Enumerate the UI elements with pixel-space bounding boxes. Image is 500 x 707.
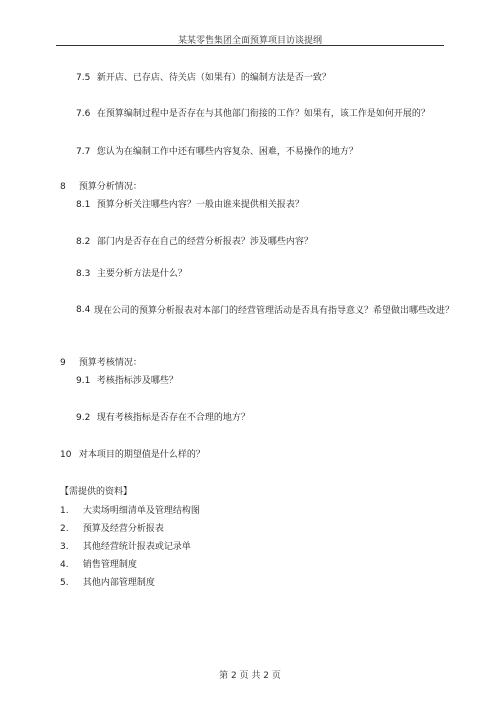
item-number: 4. bbox=[60, 560, 69, 570]
material-item bbox=[60, 575, 155, 591]
section-text: 预算考核情况： bbox=[78, 358, 142, 368]
item-text: 主要分析方法是什么？ bbox=[96, 269, 187, 279]
question-8-2 bbox=[76, 234, 313, 250]
section-number: 8 bbox=[60, 182, 66, 192]
section-text: 预算分析情况： bbox=[78, 182, 142, 192]
question-9-1 bbox=[76, 373, 178, 389]
item-text: 新开店、已存店、待关店（如果有）的编制方法是否一致？ bbox=[96, 73, 331, 83]
item-text: 销售管理制度 bbox=[82, 560, 137, 570]
item-text: 考核指标涉及哪些？ bbox=[96, 376, 178, 386]
item-text: 预算及经营分析报表 bbox=[82, 524, 164, 534]
section-number: 10 bbox=[60, 450, 72, 460]
material-item bbox=[60, 503, 200, 519]
material-item bbox=[60, 539, 191, 555]
item-number: 7.7 bbox=[76, 147, 91, 157]
section-number: 9 bbox=[60, 358, 66, 368]
item-text: 在预算编制过程中是否存在与其他部门衔接的工作？如果有，该工作是如何开展的？ bbox=[96, 109, 430, 119]
material-item bbox=[60, 557, 137, 573]
question-9-2 bbox=[76, 410, 250, 426]
question-8-4 bbox=[76, 302, 456, 320]
item-text: 现有考核指标是否存在不合理的地方？ bbox=[96, 413, 250, 423]
item-text: 其他经营统计报表或记录单 bbox=[82, 542, 191, 552]
question-8-1 bbox=[76, 197, 304, 213]
item-number: 8.2 bbox=[76, 237, 91, 247]
question-7-7 bbox=[76, 144, 358, 160]
item-number: 7.6 bbox=[76, 109, 91, 119]
item-number: 7.5 bbox=[76, 73, 91, 83]
item-text: 预算分析关注哪些内容？一般由谁来提供相关报表？ bbox=[96, 200, 304, 210]
item-text: 其他内部管理制度 bbox=[82, 578, 155, 588]
page-footer: 第 2 页 共 2 页 bbox=[219, 671, 281, 681]
page-header: 某某零售集团全面预算项目访谈提纲 bbox=[177, 36, 322, 46]
item-number: 8.4 bbox=[76, 305, 91, 315]
item-text: 大卖场明细清单及管理结构图 bbox=[82, 506, 200, 516]
item-text: 现在公司的预算分析报表对本部门的经营管理活动是否具有指导意义？希望做出哪些改进？ bbox=[94, 306, 455, 316]
item-text: 您认为在编制工作中还有哪些内容复杂、困难，不易操作的地方？ bbox=[96, 147, 358, 157]
question-7-5 bbox=[76, 70, 331, 86]
item-number: 1. bbox=[60, 506, 69, 516]
item-number: 3. bbox=[60, 542, 69, 552]
item-number: 9.2 bbox=[76, 413, 91, 423]
item-number: 9.1 bbox=[76, 376, 91, 386]
item-number: 2. bbox=[60, 524, 69, 534]
section-text: 对本项目的期望值是什么样的？ bbox=[78, 450, 205, 460]
item-number: 8.1 bbox=[76, 200, 91, 210]
materials-heading: 【需提供的资料】 bbox=[60, 487, 133, 497]
material-item bbox=[60, 521, 164, 537]
section-8 bbox=[60, 179, 142, 195]
item-number: 5. bbox=[60, 578, 69, 588]
item-number: 8.3 bbox=[76, 269, 91, 279]
header-divider bbox=[56, 45, 444, 46]
item-text: 部门内是否存在自己的经营分析报表？涉及哪些内容？ bbox=[96, 237, 313, 247]
section-9 bbox=[60, 355, 142, 371]
section-10 bbox=[60, 447, 205, 463]
question-8-3 bbox=[76, 266, 187, 282]
question-7-6 bbox=[76, 106, 430, 122]
